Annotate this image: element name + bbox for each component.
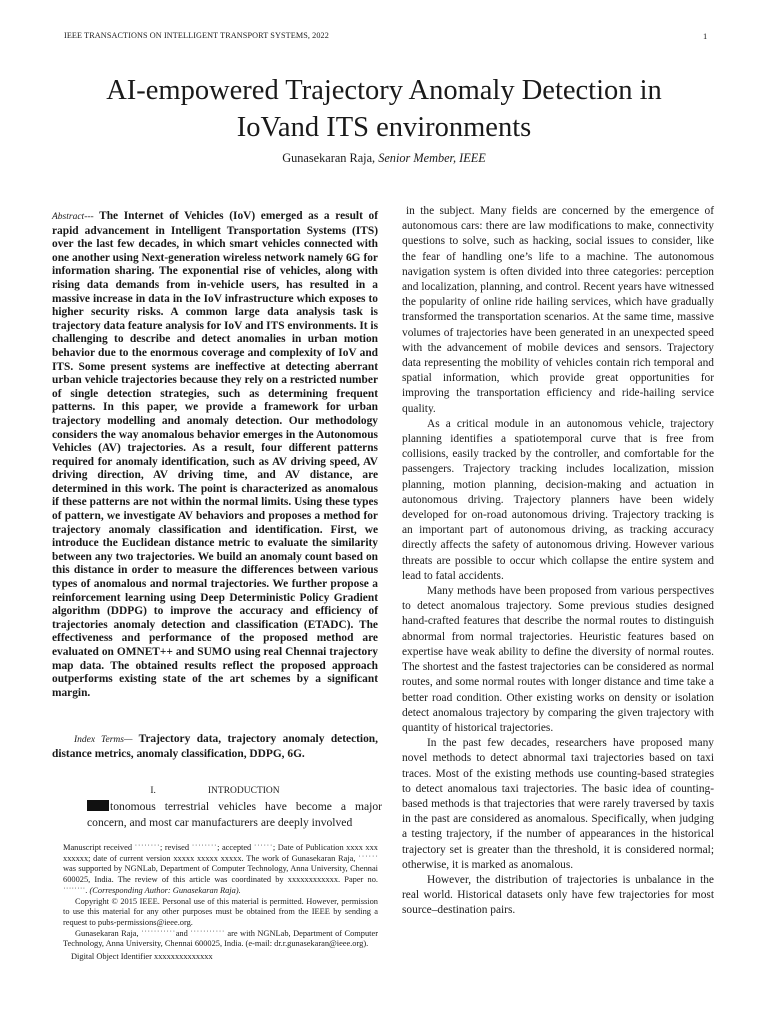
title-line-2: IoVand ITS environments (236, 112, 532, 143)
dropcap-redaction (87, 800, 109, 811)
body-paragraph: in the subject. Many fields are concerned by the emergence of autonomous cars: there are law modifications to make, connectivity questions to solve, such as hacking, social issues to consider, like the fear of handling one’s life to a machine. The autonomous navigation system is often divided into three categories: perception and localization, planning, and control. Recent years have witnessed the popularity of online ride hailing services, which have gradually transformed the transportation scenarios. At the same time, massive volumes of trajectories have been generated in an unexpected speed with the advancement of mobile devices and sensors. Trajectory data representing the mobility of vehicles contain rich temporal and spatial information, which provide great opportunities for improving the transportation efficiency and ride-hailing service quality. (402, 205, 714, 415)
author-line (0, 151, 768, 166)
footnote-manuscript-text: Manuscript received ˙˙˙˙˙˙˙˙; revised ˙˙˙˙˙˙˙˙; accepted ˙˙˙˙˙˙; Date of Publication xxxx xxx xxxxxx; date of current version xxxxx xxxxx xxxxx. The work of Gunasekaran Raja, ˙˙˙˙˙˙ was supported by NGNLab, Department of Computer Technology, Anna University, Chennai 600025, India. The review of this article was coordinated by xxxxxxxxxxxx. Paper no. ˙˙˙˙˙˙˙˙. (63, 843, 378, 895)
title-line-1: AI-empowered Trajectory Anomaly Detection in (106, 75, 662, 106)
section-title: INTRODUCTION (207, 786, 280, 796)
author-name: Gunasekaran Raja, (282, 151, 376, 165)
index-terms-label: Index Terms— (74, 735, 133, 745)
intro-text: tonomous terrestrial vehicles have become a major concern, and most car manufacturers are deeply involved (87, 800, 382, 829)
abstract-text: The Internet of Vehicles (IoV) emerged as a result of rapid advancement in Intelligent Transportation Systems (ITS) over the last few decades, in which smart vehicles connected with one another using Next-generation wireless network namely 6G for information sharing. The exponential rise of vehicles, along with rising data demands from in-vehicle users, has resulted in a massive increase in data in the IoV infrastructure which exposes to higher security risks. A common large data analysis task is trajectory data feature analysis for IoV and ITS environments. It is challenging to describe and detect anomalies in urban motion behavior due to the enormous coverage and complexity of IoV and ITS. Some present systems are ineffective at detecting aberrant urban vehicle trajectories because they rely on a restricted number of single detection strategies, such as determining frequent patterns. In this paper, we provide a framework for urban trajectory modelling and anomaly detection. Our methodology considers the way anomalous behavior emerges in the Autonomous Vehicles (AV) trajectories. As a result, four different patterns required for anomaly identification, such as AV driving speed, AV driving direction, AV driving time, and AV distance, are determined in this work. The point is characterized as anomalous if these patterns are not within the normal limits. Using these types of pattern, we investigate AV behaviors and proposes a method for trajectory anomaly classification and identification. First, we introduce the Euclidean distance metric to evaluate the similarity between any two trajectories. We build an anomaly count based on this distance in order to measure the differences between various types of anomalous and normal trajectories. We further propose a reinforcement learning using Deep Deterministic Policy Gradient algorithm (DDPG) to improve the accuracy and efficiency of trajectories anomaly detection and classification (ETADC). The effectiveness and performance of the proposed method are evaluated on OMNET++ and SUMO using real Chennai trajectory map data. The obtained results reflect the proposed approach outperforms existing state of the art schemes by a significant margin. (52, 210, 379, 699)
footnote-copyright: Copyright © 2015 IEEE. Personal use of this material is permitted. However, permission to use this material for any other purposes must be obtained from the IEEE by sending a request to pubs-permissions@ieee.org. (63, 896, 378, 927)
abstract (52, 210, 378, 700)
body-paragraph: However, the distribution of trajectories is unbalance in the real world. Historical datasets only have few trajectories for most source–destination pairs. (402, 873, 714, 917)
paper-title (0, 72, 768, 146)
running-header: IEEE TRANSACTIONS ON INTELLIGENT TRANSPORT SYSTEMS, 2022 (64, 31, 329, 40)
body-paragraph: In the past few decades, researchers have proposed many novel methods to detect abnormal taxi trajectories based on taxi traces. Most of the existing methods use counting-based strategies to detect anomalous taxi trajectories. The basic idea of counting-based methods is that trajectories that were rarely traversed by taxis in the past are considered as anomalous. Specifically, when judging a testing trajectory, if the number of appearances in the historical trajectory set is greater than the threshold, it is considered normal; otherwise, it is marked as anomalous. (402, 737, 714, 871)
body-paragraph: Many methods have been proposed from various perspectives to detect anomalous trajectory. Some previous studies designed hand-crafted features that describe the normal routes to distinguish abnormal from normal trajectories. Heuristic features based on expertise have weak ability to define the diversity of normal routes. The shortest and the fastest trajectories can be considered as normal routes, and some normal routes with longer distance and time take a better road condition. Other existing works on density or isolation detect anomalous trajectory by comparing the given trajectory with quantity of historical trajectories. (402, 585, 714, 734)
intro-paragraph (87, 799, 382, 831)
author-role: Senior Member, IEEE (378, 151, 486, 165)
footnote-manuscript (63, 843, 378, 897)
abstract-label: Abstract--- (52, 212, 94, 222)
index-terms-text: Trajectory data, trajectory anomaly detection, distance metrics, anomaly classification, DDPG, 6G. (52, 733, 378, 760)
right-column (402, 204, 714, 919)
page-number: 1 (703, 31, 708, 41)
index-terms (52, 733, 378, 761)
footnote (63, 843, 378, 963)
footnote-doi: Digital Object Identifier xxxxxxxxxxxxxx (71, 952, 213, 962)
footnote-corresponding: (Corresponding Author: Gunasekaran Raja). (89, 885, 241, 895)
section-heading (52, 786, 378, 796)
section-number: I. (150, 786, 156, 796)
footnote-affiliation: Gunasekaran Raja, ˙˙˙˙˙˙˙˙˙˙˙and ˙˙˙˙˙˙˙˙˙˙˙ are with NGNLab, Department of Computer Technology, Anna University, Chennai 600025, India. (e-mail: dr.r.gunasekaran@ieee.org). (63, 928, 378, 949)
body-paragraph: As a critical module in an autonomous vehicle, trajectory planning identifies a spatiotemporal curve that is free from collisions, easily tracked by the controller, and comfortable for the passengers. Trajectory tracking includes localization, mission planning, motion planning, decision-making and actuation in autonomous driving. Trajectory planners have been widely developed for on-road autonomous driving. Trajectory tracking is an important part of autonomous driving, as tracking accuracy directly affects the safety of autonomous driving. However various threats are possible to occur which collapse the entire system and lead to fatal accidents. (402, 417, 714, 582)
